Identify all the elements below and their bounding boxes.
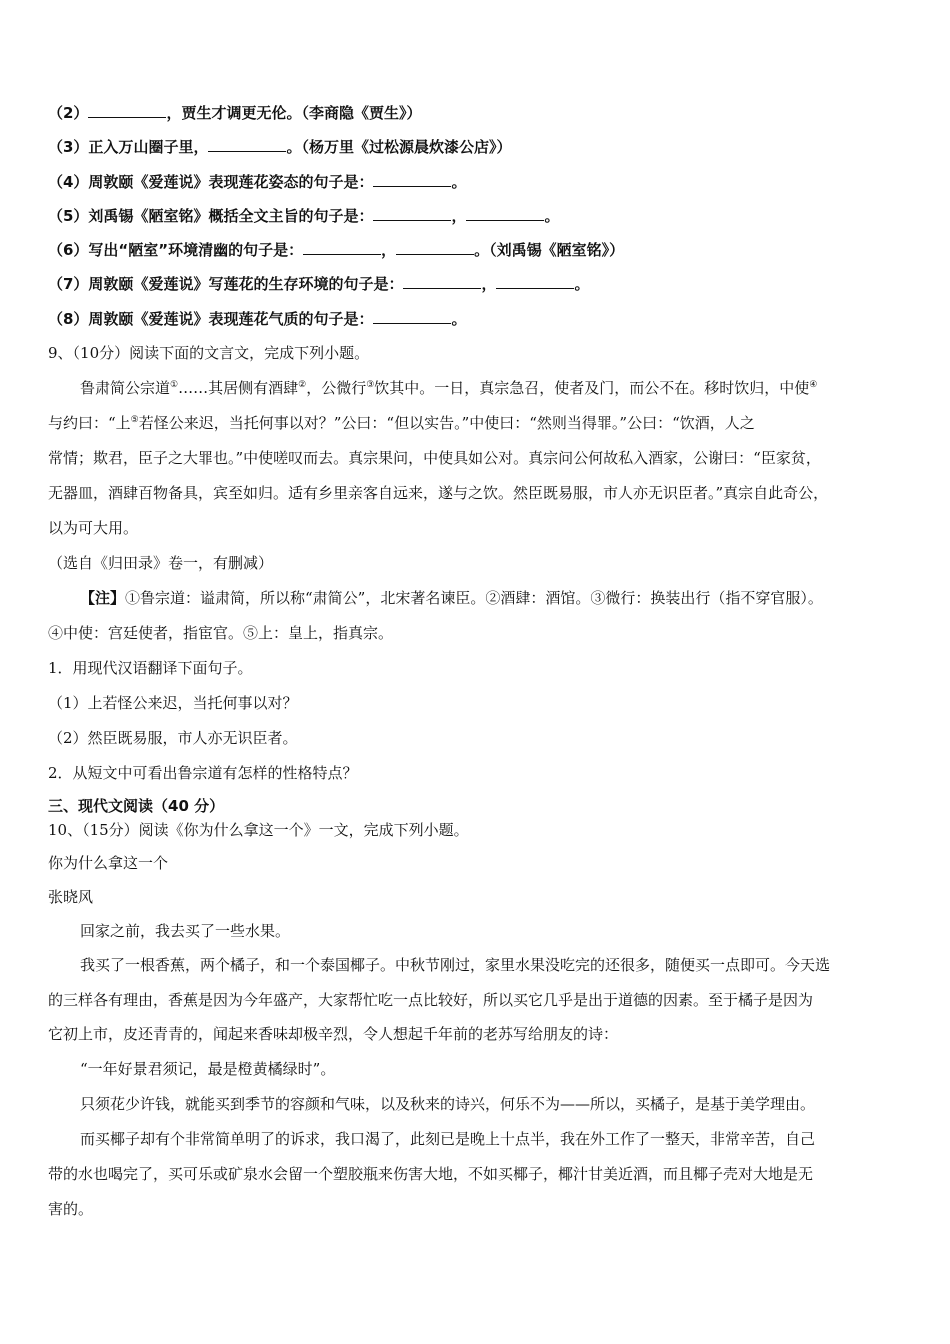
answer-blank[interactable] (88, 103, 166, 118)
item-text: （8）周敦颐《爱莲说》表现莲花气质的句子是： (48, 310, 374, 328)
footnote-mark: ③ (366, 380, 375, 390)
footnote-mark: ④ (809, 380, 818, 390)
essay-paragraph: 它初上市，皮还青青的，闻起来香味却极辛烈，令人想起千年前的老苏写给朋友的诗： (48, 1025, 619, 1043)
item-text: ， (451, 207, 467, 225)
item-text: 。（刘禹锡《陋室铭》） (474, 241, 625, 259)
essay-paragraph: 的三样各有理由，香蕉是因为今年盛产，大家帮忙吃一点比较好，所以买它几乎是出于道德的因素。至于橘子是因为 (48, 991, 814, 1009)
passage-source: （选自《归田录》卷一，有删减） (48, 554, 274, 572)
essay-paragraph: 只须花少许钱，就能买到季节的容颜和气味，以及秋来的诗兴，何乐不为——所以，买橘子，是基于美学理由。 (80, 1095, 816, 1113)
fill-blank-item-4 (48, 172, 918, 192)
passage-text: 鲁肃简公宗道 (80, 379, 171, 397)
essay-paragraph: 而买椰子却有个非常简单明了的诉求，我口渴了，此刻已是晚上十点半，我在外工作了一整天，非常辛苦，自己 (80, 1130, 816, 1148)
item-text: ， (481, 275, 497, 293)
item-text: （2） (48, 104, 89, 122)
item-text: （3）正入万山圈子里， (48, 138, 209, 156)
item-text: 。 (451, 310, 467, 328)
passage-line: 无器皿，酒肆百物备具，宾至如归。适有乡里亲客自远来，遂与之饮。然臣既易服，市人亦无识臣者。”真宗自此奇公， (48, 484, 829, 502)
item-text: （7）周敦颐《爱莲说》写莲花的生存环境的句子是： (48, 275, 404, 293)
fill-blank-item-8 (48, 309, 918, 329)
sub-question-2: 2．从短文中可看出鲁宗道有怎样的性格特点？ (48, 764, 358, 782)
answer-blank[interactable] (466, 206, 544, 221)
passage-line: 常情；欺君，臣子之大罪也。”中使嗟叹而去。真宗果问，中使具如公对。真宗问公何故私入酒家，公谢曰：“臣家贫， (48, 449, 821, 467)
answer-blank[interactable] (373, 309, 451, 324)
passage-line (80, 378, 918, 398)
passage-line (48, 413, 918, 433)
passage-text: ……其居侧有酒肆 (178, 379, 299, 397)
answer-blank[interactable] (396, 240, 474, 255)
passage-text: 饮其中。一日，真宗急召，使者及门，而公不在。移时饮归，中使 (374, 379, 810, 397)
essay-paragraph: 回家之前，我去买了一些水果。 (80, 922, 291, 940)
item-text: （6）写出“陋室”环境清幽的句子是： (48, 241, 304, 259)
footnote-mark: ① (170, 380, 179, 390)
sub-question-1: 1．用现代汉语翻译下面句子。 (48, 659, 253, 677)
note-label: 【注】 (80, 589, 126, 607)
essay-paragraph: 带的水也喝完了，买可乐或矿泉水会留一个塑胶瓶来伤害大地，不如买椰子，椰汁甘美近酒，而且椰子壳对大地是无 (48, 1165, 814, 1183)
item-text: ，贾生才调更无伦。（李商隐《贾生》） (166, 104, 422, 122)
item-text: 。（杨万里《过松源晨炊漆公店》） (286, 138, 512, 156)
notes-line: ④中使：宫廷使者，指宦官。⑤上：皇上，指真宗。 (48, 624, 394, 642)
passage-text: ，公微行 (306, 379, 367, 397)
item-text: ， (381, 241, 397, 259)
item-text: （4）周敦颐《爱莲说》表现莲花姿态的句子是： (48, 173, 374, 191)
answer-blank[interactable] (208, 137, 286, 152)
item-text: 。 (544, 207, 560, 225)
note-text: ①鲁宗道：谥肃简，所以称“肃简公”，北宋著名谏臣。②酒肆：酒馆。③微行：换装出行（指不穿官服）。 (125, 589, 823, 607)
passage-line: 以为可大用。 (48, 519, 139, 537)
fill-blank-item-3 (48, 137, 918, 157)
question-10-header: 10、（15分）阅读《你为什么拿这一个》一文，完成下列小题。 (48, 821, 469, 839)
question-9-header: 9、（10分）阅读下面的文言文，完成下列小题。 (48, 344, 370, 362)
essay-quote: “一年好景君须记，最是橙黄橘绿时”。 (80, 1060, 336, 1078)
footnote-mark: ⑤ (130, 415, 139, 425)
fill-blank-item-7 (48, 274, 918, 294)
essay-paragraph: 我买了一根香蕉，两个橘子，和一个泰国椰子。中秋节刚过，家里水果没吃完的还很多，随便买一点即可。今天选 (80, 956, 831, 974)
section-title: 三、现代文阅读（40 分） (48, 797, 225, 815)
fill-blank-item-6 (48, 240, 918, 260)
item-text: 。 (451, 173, 467, 191)
essay-paragraph: 害的。 (48, 1200, 94, 1218)
answer-blank[interactable] (373, 206, 451, 221)
essay-title: 你为什么拿这一个 (48, 854, 169, 872)
item-text: 。 (574, 275, 590, 293)
fill-blank-item-5 (48, 206, 918, 226)
passage-text: 若怪公来迟，当托何事以对？”公曰：“但以实告。”中使曰：“然则当得罪。”公曰：“饮酒，人之 (138, 414, 755, 432)
footnote-mark: ② (298, 380, 307, 390)
answer-blank[interactable] (403, 274, 481, 289)
sub-question-1-b: （2）然臣既易服，市人亦无识臣者。 (48, 729, 298, 747)
sub-question-1-a: （1）上若怪公来迟，当托何事以对？ (48, 694, 298, 712)
item-text: （5）刘禹锡《陋室铭》概括全文主旨的句子是： (48, 207, 374, 225)
passage-text: 与约曰：“上 (48, 414, 131, 432)
essay-author: 张晓风 (48, 888, 94, 906)
answer-blank[interactable] (496, 274, 574, 289)
answer-blank[interactable] (373, 172, 451, 187)
fill-blank-item-2 (48, 103, 918, 123)
answer-blank[interactable] (303, 240, 381, 255)
notes-line (80, 588, 918, 608)
